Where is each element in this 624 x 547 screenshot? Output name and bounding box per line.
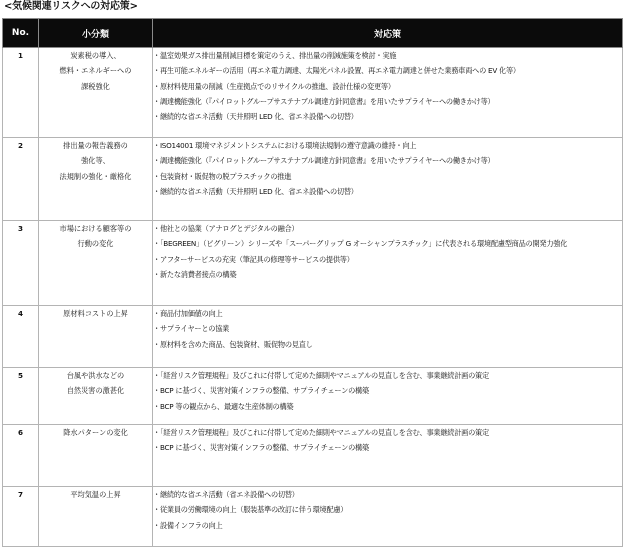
risk-category bbox=[39, 138, 153, 221]
measure-item: ・調達機能強化（『パイロットグループサステナブル調達方針同意書』を用いたサプライヤーへの働きかけ等） bbox=[153, 96, 495, 106]
measure-item: ・従業員の労働環境の向上（服装基準の改訂に伴う環境配慮） bbox=[153, 505, 348, 515]
category-line: 排出量の報告義務の bbox=[63, 141, 128, 150]
table-header-row bbox=[3, 19, 623, 48]
header-category: 小分類 bbox=[39, 19, 153, 48]
measure-item: ・調達機能強化（『パイロットグループサステナブル調達方針同意書』を用いたサプライヤーへの働きかけ等） bbox=[153, 156, 495, 166]
risk-category bbox=[39, 368, 153, 425]
measures-cell bbox=[153, 487, 623, 547]
measure-item: ・サプライヤーとの協業 bbox=[153, 324, 230, 334]
table-row bbox=[3, 221, 623, 306]
page-heading: <気候関連リスクへの対応策> bbox=[4, 1, 138, 12]
measure-item: ・継続的な省エネ活動（天井照明 LED 化、省エネ設備への切替） bbox=[153, 186, 358, 196]
category-line: 燃料・エネルギーへの bbox=[59, 66, 132, 76]
measure-item: ・「BEGREEN」（ビグリーン）シリーズや「スーパーグリップ G オーシャンプラスチック」に代表される環境配慮型商品の開発力強化 bbox=[153, 239, 568, 249]
table-row bbox=[3, 368, 623, 425]
measure-item: ・再生可能エネルギーの活用（再エネ電力調達、太陽光パネル設置、再エネ電力調達と併せた業務車両への EV 化等） bbox=[153, 66, 520, 76]
header-measures: 対応策 bbox=[153, 19, 623, 48]
measure-item: ・温室効果ガス排出量削減目標を策定のうえ、排出量の削減施策を検討・実施 bbox=[153, 51, 397, 60]
category-line: 行動の変化 bbox=[77, 239, 114, 249]
risk-measures-table bbox=[2, 18, 623, 547]
header-no: No. bbox=[3, 19, 39, 48]
category-line: 課税強化 bbox=[81, 81, 110, 91]
row-number: 5 bbox=[3, 368, 39, 425]
measure-item: ・包装資材・販促物の脱プラスチックの推進 bbox=[153, 171, 292, 181]
measure-item: ・原材料を含めた商品、包装資材、販促物の見直し bbox=[153, 339, 313, 349]
category-line: 強化等、 bbox=[81, 156, 110, 166]
table-row bbox=[3, 48, 623, 138]
row-number: 1 bbox=[3, 48, 39, 138]
measure-item: ・他社との協業（アナログとデジタルの融合） bbox=[153, 224, 299, 233]
measure-item: ・アフターサービスの充実（筆記具の修理等サービスの提供等） bbox=[153, 254, 354, 264]
measure-item: ・「経営リスク管理規程」及びこれに付帯して定めた細則やマニュアルの見直しを含む、事業継続計画の策定 bbox=[153, 428, 489, 437]
measure-item: ・BCP 等の観点から、最適な生産体制の構築 bbox=[153, 401, 294, 411]
measure-item: ・「経営リスク管理規程」及びこれに付帯して定めた細則やマニュアルの見直しを含む、事業継続計画の策定 bbox=[153, 371, 489, 380]
risk-category bbox=[39, 48, 153, 138]
table-row bbox=[3, 487, 623, 547]
measures-cell bbox=[153, 306, 623, 368]
measure-item: ・BCP に基づく、災害対策インフラの整備、サプライチェーンの構築 bbox=[153, 443, 369, 453]
measure-item: ・商品付加価値の向上 bbox=[153, 309, 223, 318]
risk-category bbox=[39, 306, 153, 368]
measure-item: ・BCP に基づく、災害対策インフラの整備、サプライチェーンの構築 bbox=[153, 386, 369, 396]
measures-cell bbox=[153, 138, 623, 221]
table-row bbox=[3, 138, 623, 221]
category-line: 法規制の強化・厳格化 bbox=[59, 171, 132, 181]
risk-category bbox=[39, 487, 153, 547]
measure-item: ・継続的な省エネ活動（省エネ設備への切替） bbox=[153, 490, 299, 499]
category-line: 台風や洪水などの bbox=[66, 371, 125, 380]
category-line: 自然災害の激甚化 bbox=[66, 386, 125, 396]
measure-item: ・原材料使用量の削減（生産拠点でのリサイクルの推進、設計仕様の変更等） bbox=[153, 81, 395, 91]
category-line: 降水パターンの変化 bbox=[63, 428, 128, 437]
measure-item: ・ISO14001 環境マネジメントシステムにおける環境法規制の遵守意識の維持・向上 bbox=[153, 141, 417, 150]
table-row bbox=[3, 306, 623, 368]
category-line: 原材料コストの上昇 bbox=[63, 309, 128, 318]
risk-category bbox=[39, 221, 153, 306]
table-row bbox=[3, 425, 623, 487]
row-number: 4 bbox=[3, 306, 39, 368]
risk-category bbox=[39, 425, 153, 487]
row-number: 2 bbox=[3, 138, 39, 221]
category-line: 市場における顧客等の bbox=[59, 224, 132, 233]
measures-cell bbox=[153, 368, 623, 425]
measure-item: ・設備インフラの向上 bbox=[153, 520, 223, 530]
row-number: 3 bbox=[3, 221, 39, 306]
measures-cell bbox=[153, 425, 623, 487]
category-line: 炭素税の導入、 bbox=[70, 51, 121, 60]
row-number: 7 bbox=[3, 487, 39, 547]
row-number: 6 bbox=[3, 425, 39, 487]
measure-item: ・継続的な省エネ活動（天井照明 LED 化、省エネ設備への切替） bbox=[153, 112, 358, 122]
measures-cell bbox=[153, 221, 623, 306]
measures-cell bbox=[153, 48, 623, 138]
measure-item: ・新たな消費者接点の構築 bbox=[153, 269, 237, 279]
category-line: 平均気温の上昇 bbox=[70, 490, 121, 499]
